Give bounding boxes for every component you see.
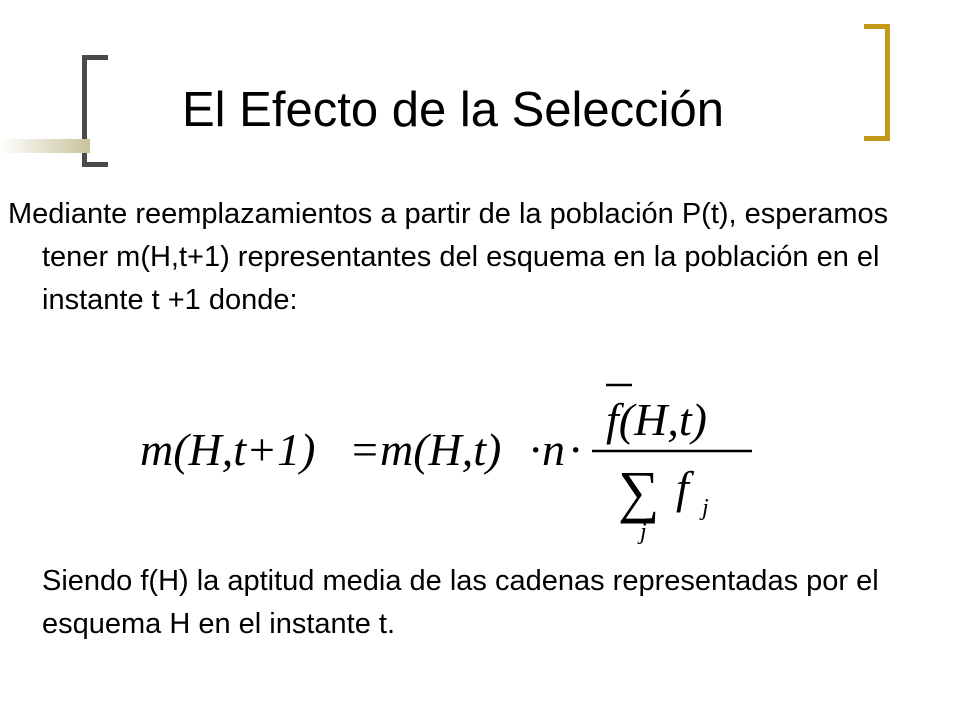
formula-sum-index: j <box>640 519 647 545</box>
intro-paragraph: Mediante reemplazamientos a partir de la población P(t), esperamos tener m(H,t+1) representantes del esquema en la población en el instante t +1 donde: <box>8 198 889 316</box>
formula-dot-2: · <box>568 424 584 475</box>
formula-sum-symbol: ∑ <box>618 459 660 524</box>
formula-rhs-factor: m(H,t) <box>380 424 502 475</box>
definition-paragraph: Siendo f(H) la aptitud media de las cadenas representadas por el esquema H en el instante t. <box>42 565 879 640</box>
title-rule-decoration <box>0 139 90 153</box>
formula-lhs: m(H,t+1) <box>140 424 316 475</box>
slide-title: El Efecto de la Selección <box>182 83 725 137</box>
formula-equals: = <box>352 424 378 475</box>
formula-dot-1: · <box>528 424 544 475</box>
formula-numerator: f(H,t) <box>606 394 707 445</box>
right-bracket-decoration <box>864 24 890 141</box>
formula-subscript: j <box>702 495 709 521</box>
formula-n: n <box>542 424 565 475</box>
formula-denominator-term: f <box>676 462 689 513</box>
selection-formula <box>140 365 780 545</box>
